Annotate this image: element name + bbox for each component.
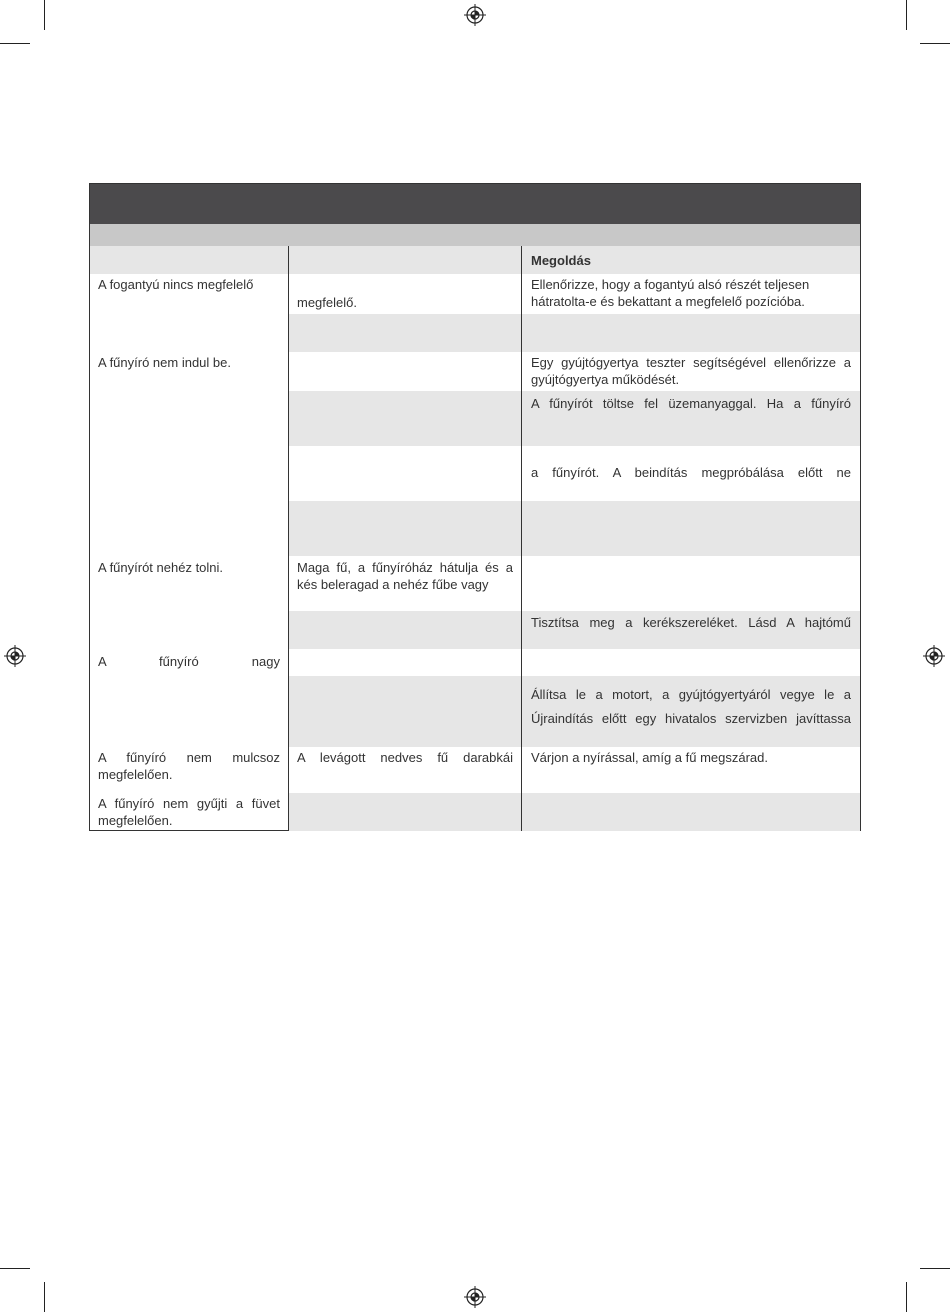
table-cell-solution <box>522 314 860 352</box>
table-cell-cause: A levágott nedves fű darabkái <box>297 750 513 765</box>
table-cell-problem: A fűnyíró nem gyűjti a füvet megfelelően. <box>98 796 280 828</box>
crop-mark <box>906 1282 907 1312</box>
table-cell-problem: A fogantyú nincs megfelelő <box>98 277 254 292</box>
crop-mark <box>44 1282 45 1312</box>
table-cell-solution: Ellenőrizze, hogy a fogantyú alsó részét teljesen hátratolta-e és bekattant a megfelelő pozícióba. <box>531 277 810 309</box>
table-cell-solution: Újraindítás előtt egy hivatalos szervizben javíttassa <box>531 711 851 726</box>
table-cell-cause <box>289 314 521 352</box>
registration-mark-icon <box>923 645 945 667</box>
table-cell-cause <box>289 391 521 446</box>
registration-mark-icon <box>4 645 26 667</box>
column-divider <box>521 246 522 830</box>
crop-mark <box>0 1268 30 1269</box>
crop-mark <box>44 0 45 30</box>
table-cell-cause: megfelelő. <box>297 295 357 310</box>
registration-mark-icon <box>464 1286 486 1308</box>
table-cell-cause <box>289 793 521 831</box>
table-cell-problem: A fűnyíró nagy <box>98 654 280 669</box>
table-cell-solution <box>522 501 860 556</box>
troubleshooting-table <box>89 183 861 831</box>
column-divider <box>288 246 289 830</box>
table-header-bar <box>90 184 860 224</box>
table-cell-cause: Maga fű, a fűnyíróház hátulja és a kés beleragad a nehéz fűbe vagy <box>297 560 513 592</box>
table-cell-solution: A fűnyírót töltse fel üzemanyaggal. Ha a fűnyíró <box>522 391 860 446</box>
crop-mark <box>0 43 30 44</box>
table-cell-solution: Várjon a nyírással, amíg a fű megszárad. <box>531 750 769 765</box>
table-cell-solution: Egy gyújtógyertya teszter segítségével ellenőrizze a gyújtógyertya működését. <box>531 355 851 387</box>
crop-mark <box>906 0 907 30</box>
column-header-solution: Megoldás <box>522 246 860 274</box>
crop-mark <box>920 43 950 44</box>
column-header-cause <box>289 246 521 274</box>
table-cell-solution: Tisztítsa meg a kerékszereléket. Lásd A hajtómű <box>522 611 860 649</box>
table-cell-problem: A fűnyírót nehéz tolni. <box>98 560 224 575</box>
table-cell-solution: Állítsa le a motort, a gyújtógyertyáról vegye le a <box>522 676 860 747</box>
table-cell-cause <box>289 611 521 649</box>
table-cell-solution <box>522 793 860 831</box>
table-cell-cause <box>289 501 521 556</box>
table-cell-problem: A fűnyíró nem indul be. <box>98 355 231 370</box>
crop-mark <box>920 1268 950 1269</box>
table-cell-solution: a fűnyírót. A beindítás megpróbálása előtt ne <box>531 465 851 480</box>
registration-mark-icon <box>464 4 486 26</box>
table-cell-problem: A fűnyíró nem mulcsoz megfelelően. <box>98 750 280 782</box>
table-subheader-bar <box>90 224 860 246</box>
column-header-problem <box>90 246 288 274</box>
table-cell-cause <box>289 676 521 747</box>
